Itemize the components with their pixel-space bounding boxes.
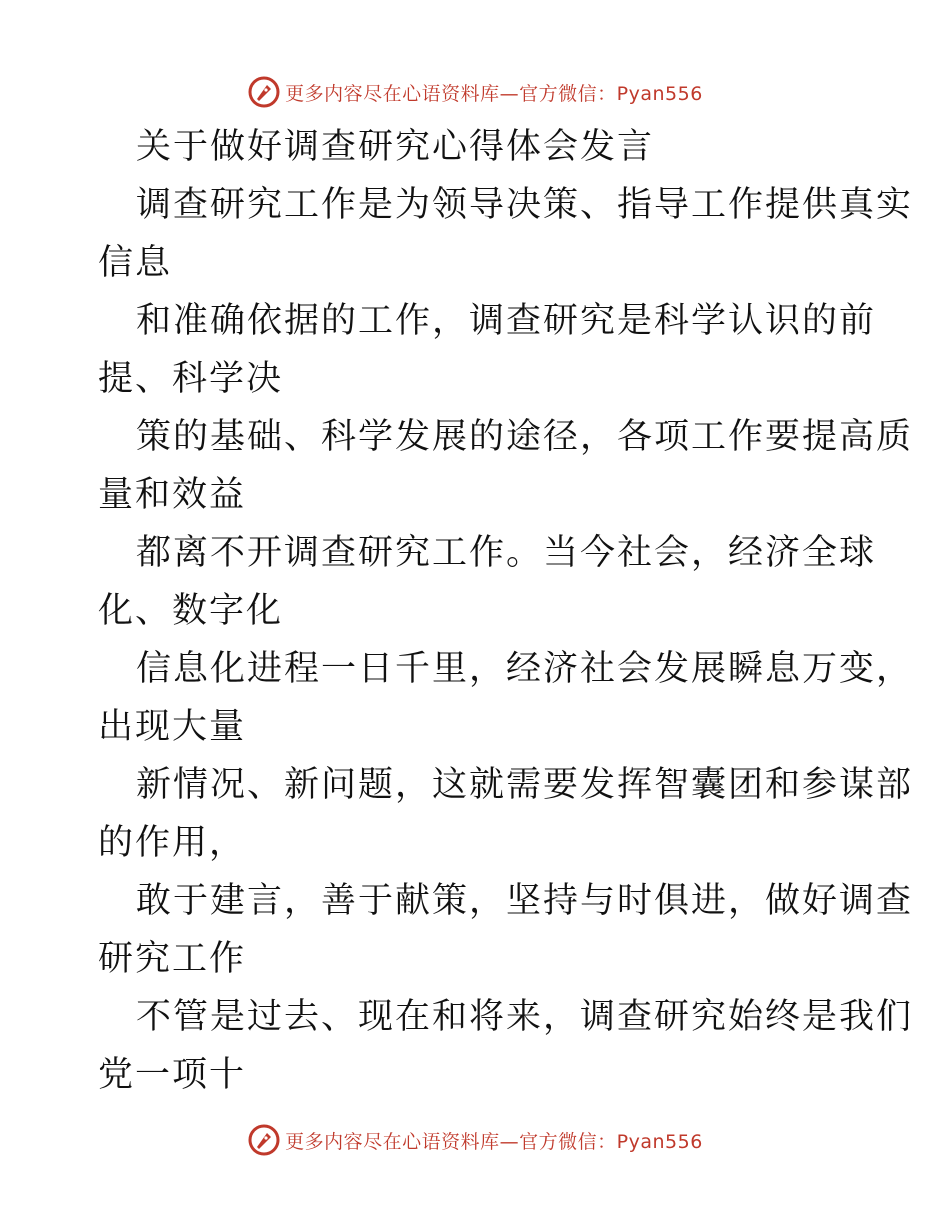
- pen-nib-logo-icon: [247, 75, 281, 109]
- text-line: 调查研究工作是为领导决策、指导工作提供真实: [136, 185, 914, 225]
- text-line: 化、数字化: [98, 591, 284, 631]
- text-line: 信息化进程一日千里，经济社会发展瞬息万变，: [136, 649, 914, 689]
- pen-nib-logo-icon: [247, 1123, 281, 1157]
- text-line: 和准确依据的工作，调查研究是科学认识的前: [136, 301, 877, 341]
- text-line: 提、科学决: [98, 359, 284, 399]
- document-title: 关于做好调查研究心得体会发言: [136, 127, 655, 167]
- text-line: 信息: [98, 243, 173, 283]
- text-line: 新情况、新问题，这就需要发挥智囊团和参谋部: [136, 765, 914, 805]
- text-line: 出现大量: [98, 707, 247, 747]
- document-body: [98, 118, 914, 1104]
- text-line: 的作用，: [98, 823, 247, 863]
- watermark-header: [0, 72, 950, 112]
- text-line: 研究工作: [98, 939, 247, 979]
- text-line: 不管是过去、现在和将来，调查研究始终是我们: [136, 997, 914, 1037]
- watermark-footer: [0, 1120, 950, 1160]
- watermark-text: 更多内容尽在心语资料库—官方微信：Pyan556: [285, 82, 703, 105]
- text-line: 敢于建言，善于献策，坚持与时俱进，做好调查: [136, 881, 914, 921]
- text-line: 量和效益: [98, 475, 247, 515]
- watermark-text: 更多内容尽在心语资料库—官方微信：Pyan556: [285, 1130, 703, 1153]
- text-line: 都离不开调查研究工作。当今社会，经济全球: [136, 533, 877, 573]
- text-line: 策的基础、科学发展的途径，各项工作要提高质: [136, 417, 914, 457]
- text-line: 党一项十: [98, 1055, 247, 1095]
